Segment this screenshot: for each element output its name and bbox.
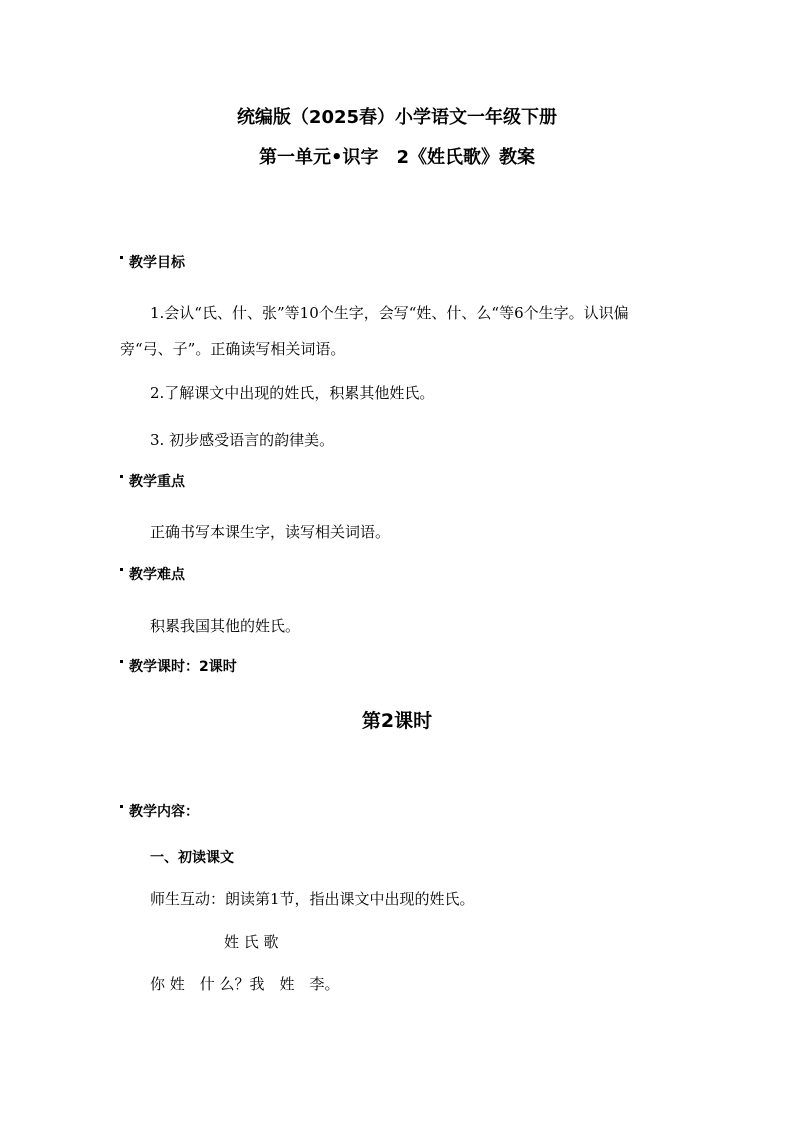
difficulties-text: 积累我国其他的姓氏。 [150, 617, 301, 635]
key-points-heading-text: 教学重点 [129, 474, 185, 490]
bullet-marker [120, 660, 123, 663]
periods-heading [120, 657, 237, 677]
document-title: 统编版（2025春）小学语文一年级下册 [236, 107, 558, 128]
bullet-marker [120, 568, 123, 571]
key-points-heading [120, 472, 185, 492]
lesson-title: 第2课时 [361, 710, 433, 732]
bullet-marker [120, 805, 123, 808]
part-1-title: 一、初读课文 [150, 850, 234, 866]
periods-heading-text: 教学课时：2课时 [129, 659, 237, 675]
content-heading [120, 802, 199, 822]
objective-3: 3. 初步感受语言的韵律美。 [150, 431, 335, 449]
interaction-text: 师生互动：朗读第1节，指出课文中出现的姓氏。 [150, 890, 475, 908]
document-subtitle: 第一单元•识字 2《姓氏歌》教案 [258, 147, 536, 168]
poem-line-1: 你 姓 什 么？我 姓 李。 [150, 975, 340, 993]
content-heading-text: 教学内容： [129, 804, 199, 820]
key-points-text: 正确书写本课生字，读写相关词语。 [150, 523, 391, 541]
objectives-heading [120, 253, 185, 273]
difficulties-heading-text: 教学难点 [129, 567, 185, 583]
objectives-heading-text: 教学目标 [129, 255, 185, 271]
objective-1: 1.会认“氏、什、张”等10个生字，会写“姓、什、么“等6个生字。认识偏旁“弓、子”。正确读写相关词语。 [120, 304, 629, 358]
objective-2: 2.了解课文中出现的姓氏，积累其他姓氏。 [150, 384, 435, 402]
poem-title: 姓 氏 歌 [224, 933, 279, 951]
bullet-marker [120, 475, 123, 478]
bullet-marker [120, 256, 123, 259]
difficulties-heading [120, 565, 185, 585]
